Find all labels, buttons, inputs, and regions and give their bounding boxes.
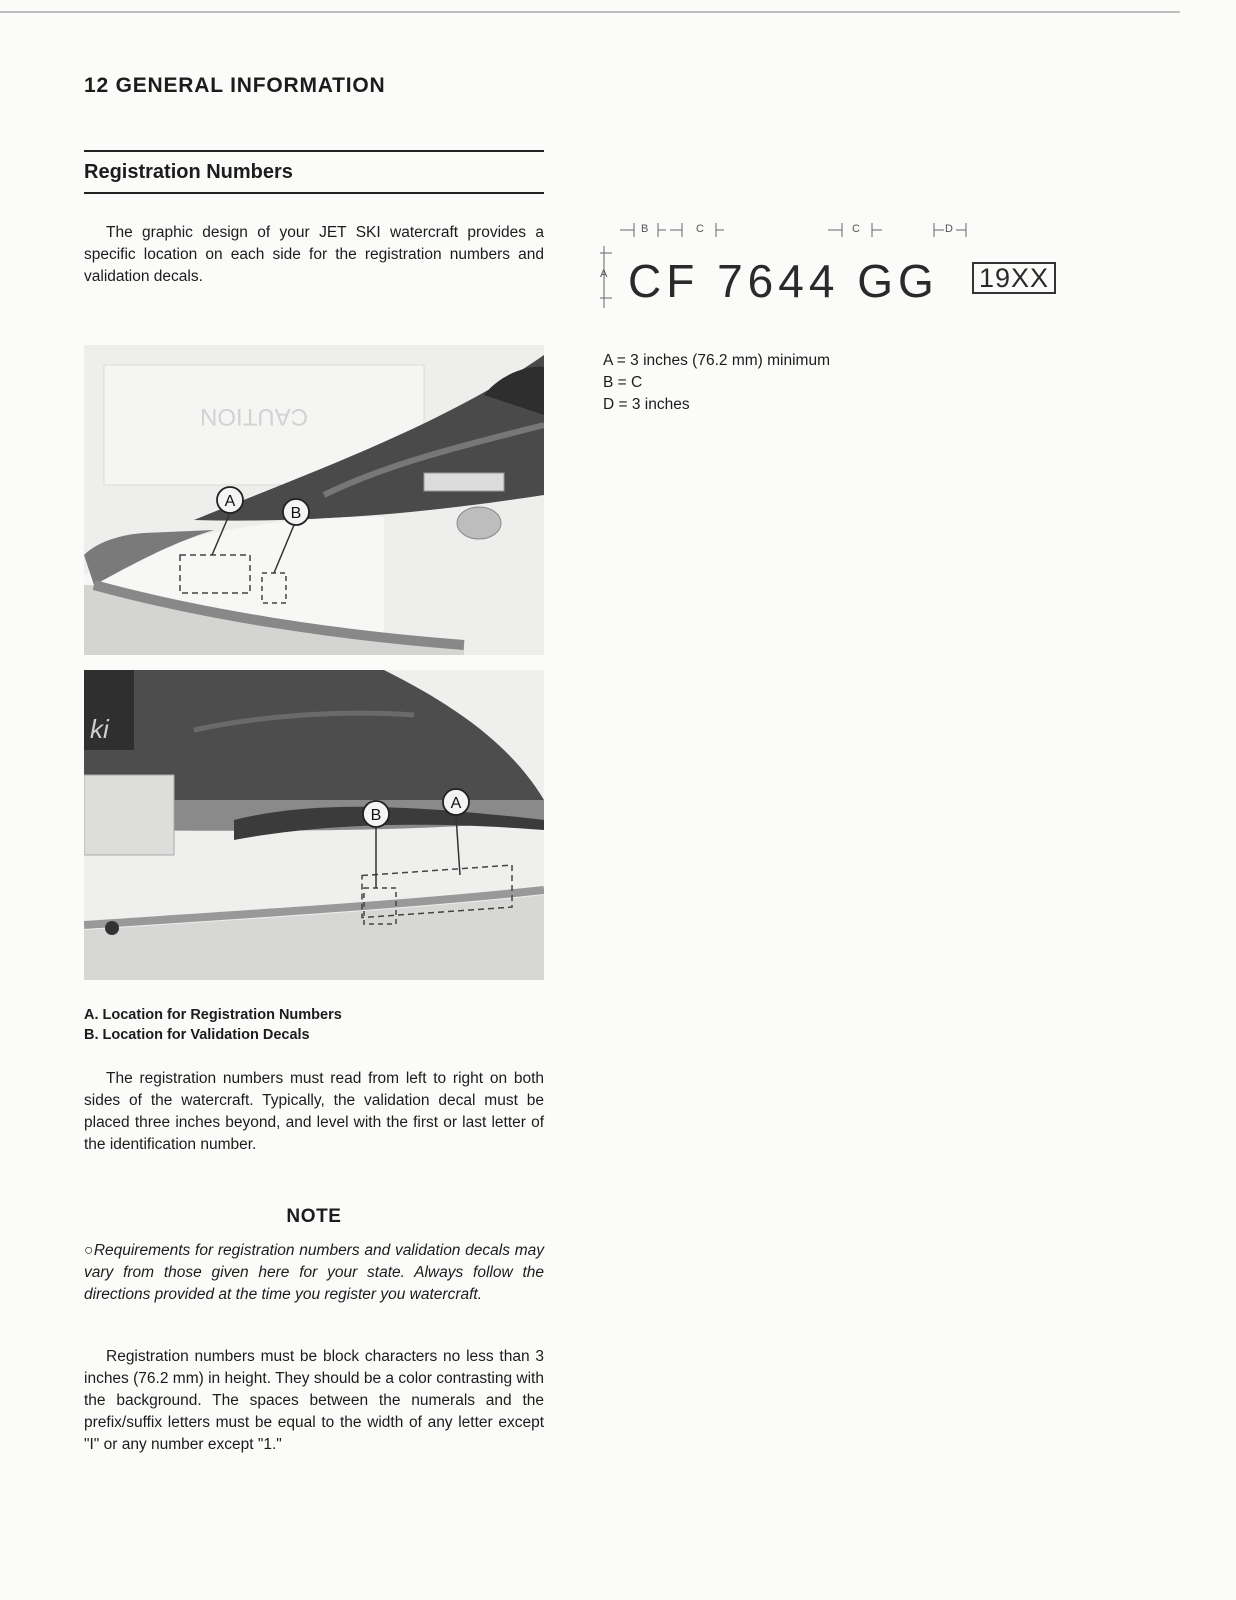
body-paragraph-2: Registration numbers must be block characters no less than 3 inches (76.2 mm) in height. They should be a color contrasting with the background. The spaces between the numerals and the prefix/suffix letters must be equal to the width of any letter except "I" or any number except "1." (84, 1348, 544, 1453)
top-rule (0, 11, 1180, 13)
note-bullet: ○ (84, 1242, 94, 1259)
photo-captions (84, 1005, 342, 1045)
legend-line-d: D = 3 inches (603, 396, 690, 413)
callout-a-label: A (224, 493, 236, 510)
brand-fragment: ki (90, 714, 109, 744)
caption-a: A. Location for Registration Numbers (84, 1007, 342, 1023)
legend-line-b: B = C (603, 374, 643, 391)
legend-line-a: A = 3 inches (76.2 mm) minimum (603, 352, 830, 369)
intro-paragraph: The graphic design of your JET SKI watercraft provides a specific location on each side for the registration numbers and validation decals. (84, 224, 544, 285)
dim-label-b: B (641, 223, 649, 235)
photo-bottom-watercraft (84, 670, 544, 980)
note-text: Requirements for registration numbers and validation decals may vary from those given here for your state. Always follow the directions provided at the time you register you watercraft. (84, 1242, 544, 1303)
callout-b-label: B (290, 505, 302, 522)
section-title: Registration Numbers (84, 161, 293, 183)
callout-a-label-bottom: A (450, 795, 462, 812)
registration-figure (600, 218, 1080, 318)
caution-watermark: CAUTION (200, 403, 308, 430)
photo-top-watercraft (84, 345, 544, 655)
section-rule-top (84, 150, 544, 152)
note-body (84, 1240, 544, 1306)
section-rule-bottom (84, 192, 544, 194)
note-heading: NOTE (286, 1206, 342, 1227)
callout-b-label-bottom: B (370, 807, 382, 824)
registration-number-sample: CF 7644 GG (628, 255, 939, 307)
dim-label-a: A (600, 268, 608, 280)
page-header: 12 GENERAL INFORMATION (84, 74, 386, 97)
dim-label-d: D (945, 223, 953, 235)
body-paragraph-1: The registration numbers must read from left to right on both sides of the watercraft. Typically, the validation decal must be placed three inches beyond, and level with the first or last letter of the identification number. (84, 1070, 544, 1153)
caption-b: B. Location for Validation Decals (84, 1027, 310, 1043)
dimension-legend (603, 350, 830, 416)
dim-label-c1: C (696, 223, 704, 235)
validation-decal-sample: 19XX (972, 262, 1056, 294)
dim-label-c2: C (852, 223, 860, 235)
